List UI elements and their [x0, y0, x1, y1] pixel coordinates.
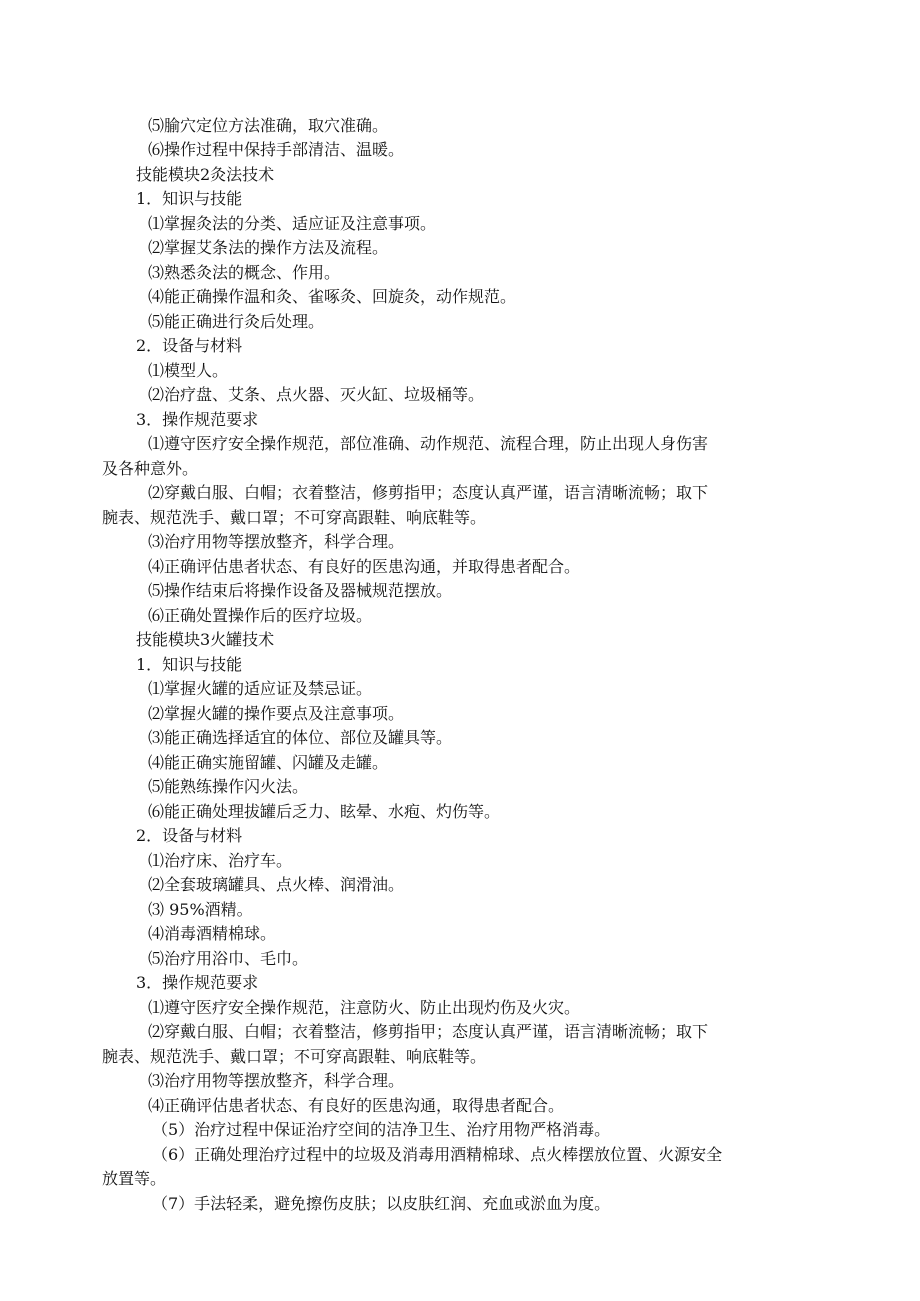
text-line: （5）治疗过程中保证治疗空间的洁净卫生、治疗用物严格消毒。 — [152, 1120, 611, 1139]
module-heading: 技能模块3火罐技术 — [136, 630, 275, 649]
text-line: ⑸能熟练操作闪火法。 — [148, 777, 309, 796]
text-line: ⑴掌握火罐的适应证及禁忌证。 — [148, 679, 373, 698]
text-line-continued: 放置等。 — [102, 1169, 167, 1188]
text-line: ⑷能正确操作温和灸、雀啄灸、回旋灸，动作规范。 — [148, 287, 517, 306]
text-line: ⑵治疗盘、艾条、点火器、灭火缸、垃圾桶等。 — [148, 385, 485, 404]
text-line: ⑴掌握灸法的分类、适应证及注意事项。 — [148, 214, 437, 233]
text-line: ⑷能正确实施留罐、闪罐及走罐。 — [148, 753, 389, 772]
section-heading: 1．知识与技能 — [136, 189, 243, 208]
text-line: ⑴模型人。 — [148, 361, 229, 380]
text-line: ⑵穿戴白服、白帽；衣着整洁，修剪指甲；态度认真严谨，语言清晰流畅；取下 — [148, 483, 709, 502]
text-line: ⑹能正确处理拔罐后乏力、眩晕、水疱、灼伤等。 — [148, 802, 501, 821]
text-line: ⑸操作结束后将操作设备及器械规范摆放。 — [148, 581, 453, 600]
text-line: ⑸能正确进行灸后处理。 — [148, 312, 325, 331]
text-line: ⑴遵守医疗安全操作规范，注意防火、防止出现灼伤及火灾。 — [148, 998, 581, 1017]
text-line: ⑵掌握艾条法的操作方法及流程。 — [148, 238, 389, 257]
text-line-continued: 及各种意外。 — [102, 459, 199, 478]
module-heading: 技能模块2灸法技术 — [136, 165, 275, 184]
text-line-continued: 腕表、规范洗手、戴口罩；不可穿高跟鞋、响底鞋等。 — [102, 1047, 487, 1066]
text-line: ⑵穿戴白服、白帽；衣着整洁，修剪指甲；态度认真严谨，语言清晰流畅；取下 — [148, 1022, 709, 1041]
text-line: ⑵全套玻璃罐具、点火棒、润滑油。 — [148, 875, 405, 894]
section-heading: 3．操作规范要求 — [136, 410, 259, 429]
text-line: ⑶能正确选择适宜的体位、部位及罐具等。 — [148, 728, 453, 747]
text-line: ⑸腧穴定位方法准确，取穴准确。 — [148, 116, 389, 135]
text-line: ⑷正确评估患者状态、有良好的医患沟通，取得患者配合。 — [148, 1096, 565, 1115]
text-line: ⑸治疗用浴巾、毛巾。 — [148, 949, 309, 968]
section-heading: 1．知识与技能 — [136, 655, 243, 674]
text-line: （7）手法轻柔，避免擦伤皮肤；以皮肤红润、充血或淤血为度。 — [152, 1194, 611, 1213]
text-line: ⑶ 95%酒精。 — [148, 900, 253, 919]
text-line: ⑶治疗用物等摆放整齐，科学合理。 — [148, 1071, 405, 1090]
text-line: （6）正确处理治疗过程中的垃圾及消毒用酒精棉球、点火棒摆放位置、火源安全 — [152, 1145, 723, 1164]
text-line: ⑴遵守医疗安全操作规范，部位准确、动作规范、流程合理，防止出现人身伤害 — [148, 434, 709, 453]
text-line: ⑶熟悉灸法的概念、作用。 — [148, 263, 341, 282]
text-line: ⑴治疗床、治疗车。 — [148, 851, 293, 870]
text-line-continued: 腕表、规范洗手、戴口罩；不可穿高跟鞋、响底鞋等。 — [102, 508, 487, 527]
text-line: ⑶治疗用物等摆放整齐，科学合理。 — [148, 532, 405, 551]
section-heading: 3．操作规范要求 — [136, 973, 259, 992]
text-line: ⑷正确评估患者状态、有良好的医患沟通，并取得患者配合。 — [148, 557, 581, 576]
section-heading: 2．设备与材料 — [136, 826, 243, 845]
text-line: ⑹操作过程中保持手部清洁、温暖。 — [148, 140, 405, 159]
text-line: ⑹正确处置操作后的医疗垃圾。 — [148, 606, 373, 625]
section-heading: 2．设备与材料 — [136, 336, 243, 355]
text-line: ⑷消毒酒精棉球。 — [148, 924, 277, 943]
text-line: ⑵掌握火罐的操作要点及注意事项。 — [148, 704, 405, 723]
